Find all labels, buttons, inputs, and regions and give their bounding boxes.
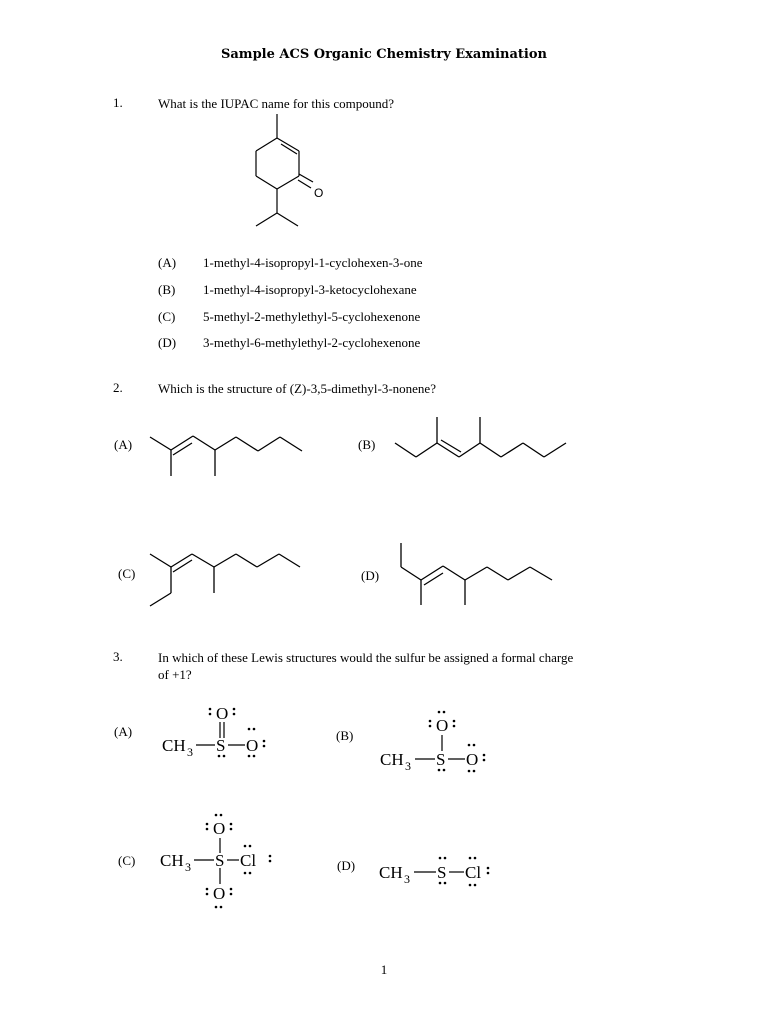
svg-text:3: 3 bbox=[187, 745, 193, 759]
question-1-number: 1. bbox=[113, 95, 123, 110]
svg-text:S: S bbox=[437, 863, 447, 882]
q2-option-c-letter: (C) bbox=[118, 566, 136, 581]
q2-option-b-letter: (B) bbox=[358, 437, 376, 452]
svg-text:O: O bbox=[213, 884, 226, 903]
lewis-b bbox=[380, 711, 485, 773]
svg-text:O: O bbox=[216, 704, 229, 723]
question-3-text-line2: of +1? bbox=[158, 667, 192, 682]
page-title: Sample ACS Organic Chemistry Examination bbox=[221, 47, 547, 62]
q2-option-d-letter: (D) bbox=[361, 568, 380, 583]
q1-option-a-letter: (A) bbox=[158, 255, 177, 270]
q3-option-a-letter: (A) bbox=[114, 724, 133, 739]
lewis-a bbox=[162, 704, 265, 759]
question-2-number: 2. bbox=[113, 380, 123, 395]
svg-text:CH: CH bbox=[379, 863, 403, 882]
page-number: 1 bbox=[380, 962, 388, 977]
svg-text:3: 3 bbox=[405, 759, 411, 773]
question-1-text: What is the IUPAC name for this compound? bbox=[158, 96, 395, 111]
q1-option-d-letter: (D) bbox=[158, 335, 177, 350]
q2-option-a-letter: (A) bbox=[114, 437, 133, 452]
q3-option-d-letter: (D) bbox=[337, 858, 356, 873]
svg-text:3: 3 bbox=[185, 860, 191, 874]
svg-text:3: 3 bbox=[404, 872, 410, 886]
q1-option-b-letter: (B) bbox=[158, 282, 176, 297]
q3-option-b-letter: (B) bbox=[336, 728, 354, 743]
svg-text:O: O bbox=[436, 716, 449, 735]
q1-option-d-text: 3-methyl-6-methylethyl-2-cyclohexenone bbox=[203, 335, 421, 350]
q3-option-c-letter: (C) bbox=[118, 853, 136, 868]
lewis-c bbox=[160, 814, 271, 909]
question-2-text: Which is the structure of (Z)-3,5-dimethyl-3-nonene? bbox=[158, 381, 436, 396]
question-3-number: 3. bbox=[113, 649, 123, 664]
question-3-text-line1: In which of these Lewis structures would the sulfur be assigned a formal charge bbox=[158, 650, 574, 665]
svg-text:O: O bbox=[466, 750, 479, 769]
q1-option-a-text: 1-methyl-4-isopropyl-1-cyclohexen-3-one bbox=[203, 255, 423, 270]
q1-option-b-text: 1-methyl-4-isopropyl-3-ketocyclohexane bbox=[203, 282, 417, 297]
svg-text:S: S bbox=[215, 851, 225, 870]
svg-text:S: S bbox=[216, 736, 226, 755]
svg-text:CH: CH bbox=[380, 750, 404, 769]
svg-text:CH: CH bbox=[160, 851, 184, 870]
svg-text:CH: CH bbox=[162, 736, 186, 755]
lewis-d bbox=[379, 857, 489, 887]
svg-text:O: O bbox=[246, 736, 259, 755]
q1-option-c-text: 5-methyl-2-methylethyl-5-cyclohexenone bbox=[203, 309, 421, 324]
svg-text:Cl: Cl bbox=[240, 851, 257, 870]
q1-option-c-letter: (C) bbox=[158, 309, 176, 324]
svg-text:O: O bbox=[213, 819, 226, 838]
carbonyl-oxygen-label: O bbox=[314, 186, 324, 200]
svg-text:Cl: Cl bbox=[465, 863, 482, 882]
svg-text:S: S bbox=[436, 750, 446, 769]
